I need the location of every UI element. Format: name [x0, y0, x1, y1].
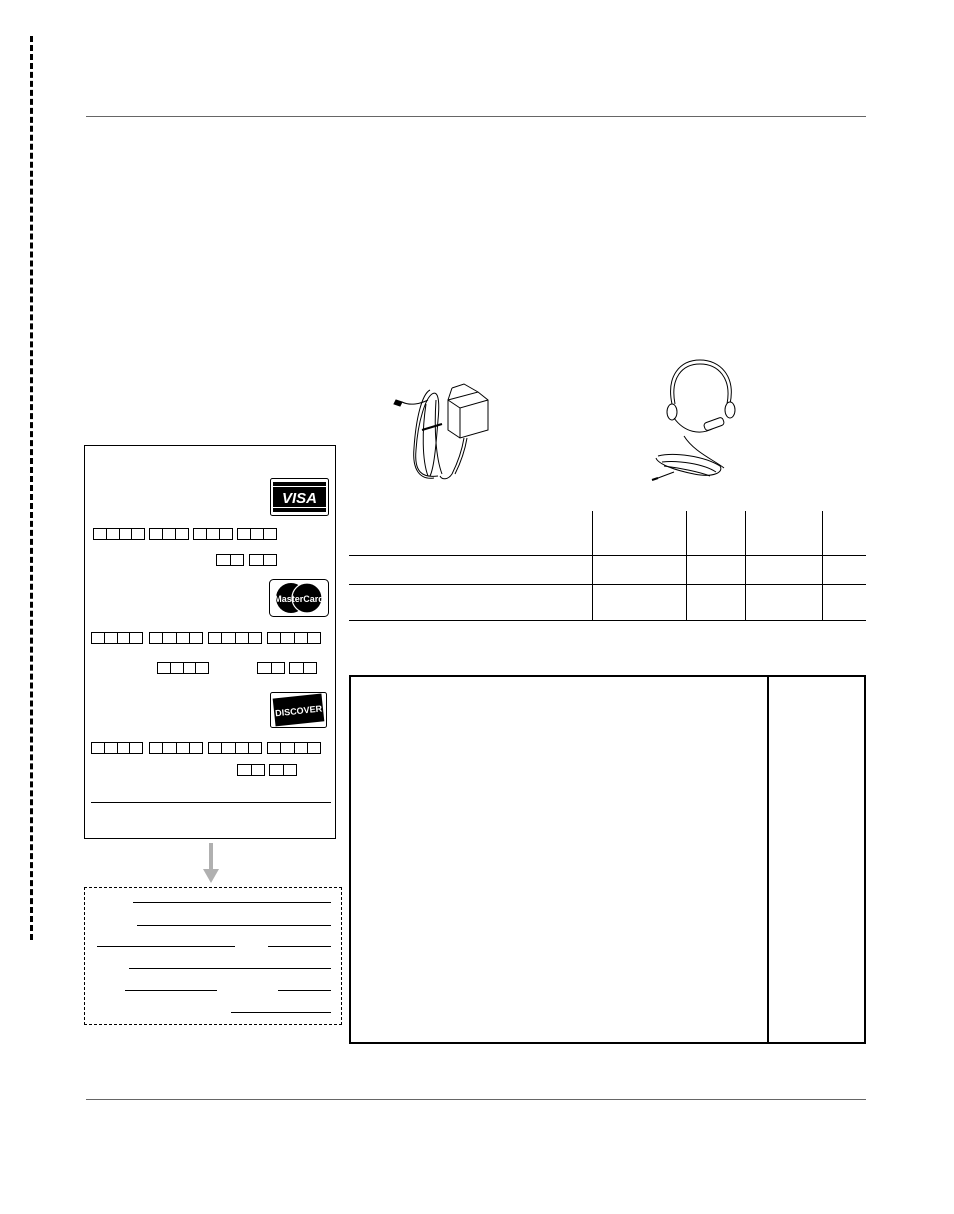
- address-line-8[interactable]: [231, 1012, 331, 1013]
- address-line-1[interactable]: [133, 902, 331, 903]
- visa-logo-text: VISA: [281, 490, 318, 507]
- visa-exp-month[interactable]: [216, 554, 244, 566]
- visa-number-group-3[interactable]: [193, 528, 233, 540]
- address-line-4[interactable]: [268, 946, 331, 947]
- discover-logo-text: DISCOVER: [274, 703, 323, 719]
- mc-exp-year[interactable]: [289, 662, 317, 674]
- address-line-6[interactable]: [125, 990, 217, 991]
- signature-line[interactable]: [91, 802, 331, 803]
- visa-exp-year[interactable]: [249, 554, 277, 566]
- mc-number-group-3[interactable]: [208, 632, 262, 644]
- ac-adapter-illustration-icon: [392, 380, 500, 484]
- address-line-2[interactable]: [137, 925, 331, 926]
- table-row-rule-2: [349, 584, 866, 585]
- table-col-divider-3: [745, 511, 746, 621]
- visa-number-group-4[interactable]: [237, 528, 277, 540]
- address-line-7[interactable]: [278, 990, 331, 991]
- headset-illustration-icon: [644, 356, 756, 486]
- table-col-divider-4: [822, 511, 823, 621]
- table-row-rule-3: [349, 620, 866, 621]
- table-col-divider-1: [592, 511, 593, 621]
- visa-number-group-2[interactable]: [149, 528, 189, 540]
- mc-number-group-1[interactable]: [91, 632, 143, 644]
- mc-exp-month[interactable]: [257, 662, 285, 674]
- discover-number-group-2[interactable]: [149, 742, 203, 754]
- order-totals-box: [349, 675, 866, 1044]
- footer-rule: [86, 1099, 866, 1100]
- mc-number-group-4[interactable]: [267, 632, 321, 644]
- discover-exp-month[interactable]: [237, 764, 265, 776]
- mc-number-group-2[interactable]: [149, 632, 203, 644]
- order-totals-divider: [767, 675, 769, 1044]
- table-row-rule-1: [349, 555, 866, 556]
- discover-number-group-1[interactable]: [91, 742, 143, 754]
- discover-logo-icon: [270, 692, 327, 728]
- visa-logo-icon: [270, 478, 329, 516]
- mastercard-logo-icon: [269, 579, 329, 617]
- discover-number-group-3[interactable]: [208, 742, 262, 754]
- header-rule: [86, 116, 866, 117]
- discover-number-group-4[interactable]: [267, 742, 321, 754]
- cut-line: [30, 36, 33, 940]
- address-line-3[interactable]: [97, 946, 235, 947]
- mc-bank-number[interactable]: [157, 662, 209, 674]
- address-box: [84, 887, 342, 1025]
- payment-form: [84, 445, 336, 839]
- address-line-5[interactable]: [129, 968, 331, 969]
- mastercard-logo-text: MasterCard: [274, 594, 324, 604]
- table-col-divider-2: [686, 511, 687, 621]
- arrow-down-icon: [202, 843, 220, 885]
- visa-number-group-1[interactable]: [93, 528, 145, 540]
- discover-exp-year[interactable]: [269, 764, 297, 776]
